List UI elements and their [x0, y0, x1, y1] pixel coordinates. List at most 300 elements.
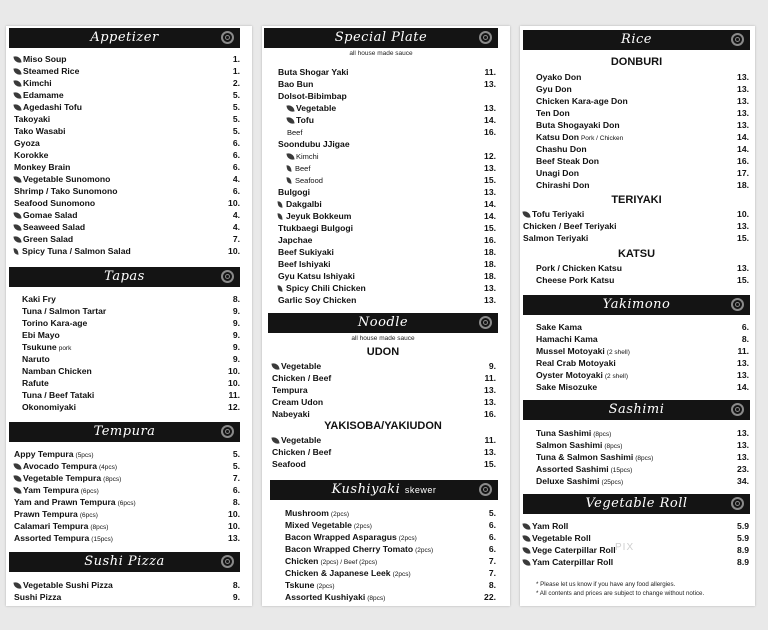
menu-item-label: Dakgalbi: [286, 199, 322, 209]
menu-item-label: Tuna / Beef Tataki: [22, 390, 95, 400]
menu-item-price: 13.: [484, 163, 496, 173]
menu-item-price: 8.: [232, 580, 240, 590]
menu-item-name: [14, 89, 64, 101]
menu-item: [14, 77, 240, 89]
menu-item: [14, 89, 240, 101]
menu-item-name: [14, 245, 131, 257]
yakimono-list: [536, 321, 749, 393]
swirl-icon: [221, 555, 234, 568]
menu-item-name: [278, 294, 356, 306]
menu-item-name: [278, 222, 353, 234]
menu-item-note: Pork / Chicken: [580, 135, 624, 142]
menu-item-name: [287, 114, 314, 126]
tapas-banner: [9, 267, 240, 287]
menu-item-name: [14, 209, 77, 221]
menu-item: [536, 427, 749, 439]
menu-item-label: Tskune: [285, 580, 315, 590]
menu-item-note: (6pcs): [79, 512, 98, 519]
noodle-subtitle: all house made sauce: [351, 335, 415, 342]
menu-item-price: 13.: [484, 283, 496, 293]
menu-item-label: Beef: [287, 128, 303, 137]
menu-item-name: [14, 101, 82, 113]
leaf-icon: [13, 79, 21, 87]
swirl-icon: [221, 425, 234, 438]
menu-item-price: 8.9: [737, 557, 749, 567]
menu-item-price: 18.: [484, 247, 496, 257]
menu-item-name: [272, 446, 331, 458]
menu-item-note: (2pcs): [392, 571, 411, 578]
menu-item: [14, 185, 240, 197]
leaf-icon: [286, 104, 294, 112]
menu-item: [278, 186, 496, 198]
menu-item-label: Ttukbaegi Bulgogi: [278, 223, 353, 233]
menu-item-name: [22, 317, 87, 329]
menu-item-price: 13.: [484, 295, 496, 305]
menu-item-name: [536, 333, 598, 345]
menu-item-name: [14, 221, 85, 233]
menu-item-name: [536, 155, 599, 167]
menu-item: [536, 381, 749, 393]
menu-item-label: Beef Steak Don: [536, 156, 600, 166]
menu-item-name: [14, 149, 48, 161]
menu-item-name: [278, 210, 351, 222]
menu-item-note: (25pcs): [601, 479, 624, 486]
menu-item: [14, 484, 240, 496]
menu-item-price: 11.: [484, 435, 496, 445]
price-change-note: * All contents and prices are subject to change without notice.: [536, 590, 705, 597]
menu-item: [14, 101, 240, 113]
menu-item: [285, 531, 496, 543]
special-plate-subtitle: all house made sauce: [349, 50, 413, 57]
menu-item-label: Tofu: [296, 115, 314, 125]
leaf-icon: [13, 223, 21, 231]
menu-item-price: 14.: [484, 115, 496, 125]
menu-item-price: 13.: [737, 358, 749, 368]
menu-item-label: Tako Wasabi: [14, 126, 66, 136]
menu-item-name: [14, 77, 52, 89]
menu-item: [272, 396, 496, 408]
menu-item-name: [278, 186, 310, 198]
menu-item-name: [536, 143, 587, 155]
menu-item: [14, 472, 240, 484]
watermark: PIX: [615, 542, 635, 553]
menu-item: [278, 282, 496, 294]
menu-item: [536, 167, 749, 179]
menu-item-price: 9.: [232, 318, 240, 328]
menu-item-label: Seafood: [295, 176, 323, 185]
menu-item-label: Nabeyaki: [272, 409, 310, 419]
menu-item: [536, 155, 749, 167]
menu-item: [536, 143, 749, 155]
menu-item: [278, 78, 496, 90]
menu-item-name: [14, 113, 50, 125]
menu-item-price: 12.: [228, 402, 240, 412]
appetizer-list: [14, 53, 240, 257]
menu-item-price: 8.: [488, 580, 496, 590]
menu-item-price: 6.: [232, 138, 240, 148]
leaf-icon: [522, 534, 530, 542]
menu-item-note: (6pcs): [117, 500, 136, 507]
menu-item-name: [22, 293, 56, 305]
menu-item-name: [523, 532, 591, 544]
menu-item-label: Korokke: [14, 150, 49, 160]
chili-icon: [277, 201, 282, 209]
tempura-title: Tempura: [93, 424, 156, 439]
menu-item: [536, 439, 749, 451]
menu-item: [14, 496, 240, 508]
menu-item: [536, 95, 749, 107]
menu-item-label: Sake Misozuke: [536, 382, 598, 392]
swirl-icon: [221, 270, 234, 283]
menu-item-label: Chicken & Japanese Leek: [285, 568, 391, 578]
menu-item: [536, 333, 749, 345]
menu-item-price: 5.: [232, 126, 240, 136]
menu-item-price: 11.: [484, 373, 496, 383]
menu-item-note: (5pcs): [75, 452, 94, 459]
leaf-icon: [286, 152, 294, 160]
menu-item-price: 8.: [232, 294, 240, 304]
teriyaki-heading: TERIYAKI: [611, 194, 662, 206]
leaf-icon: [286, 116, 294, 124]
leaf-icon: [13, 55, 21, 63]
menu-item-price: 13.: [484, 79, 496, 89]
menu-item: [536, 119, 749, 131]
menu-item-price: 10.: [228, 366, 240, 376]
menu-item-label: Vegetable: [281, 361, 322, 371]
menu-item-price: 13.: [737, 452, 749, 462]
menu-item-price: 18.: [484, 259, 496, 269]
menu-item-price: 13.: [484, 103, 496, 113]
menu-item-price: 18.: [737, 180, 749, 190]
leaf-icon: [522, 210, 530, 218]
menu-item-note: (2 shell): [606, 349, 630, 356]
menu-item-name: [278, 198, 322, 210]
menu-item: [14, 53, 240, 65]
menu-item: [523, 208, 749, 220]
menu-item-price: 10.: [228, 198, 240, 208]
menu-item-label: Tuna Sashimi: [536, 428, 592, 438]
menu-item-name: [536, 167, 579, 179]
menu-item-label: Spicy Tuna / Salmon Salad: [22, 246, 131, 256]
menu-item: [536, 179, 749, 191]
menu-item-name: [523, 556, 613, 568]
menu-item: [14, 125, 240, 137]
yakisoba-list: [272, 434, 496, 470]
menu-item: [22, 317, 240, 329]
menu-item-label: Prawn Tempura: [14, 509, 78, 519]
menu-item-label: Vegetable Sunomono: [23, 174, 111, 184]
menu-item-label: Chashu Don: [536, 144, 587, 154]
udon-heading: UDON: [366, 346, 400, 358]
menu-item-price: 11.: [737, 346, 749, 356]
sushi-pizza-banner: [9, 552, 240, 572]
menu-item-label: Japchae: [278, 235, 313, 245]
menu-item-price: 13.: [484, 385, 496, 395]
sushi-pizza-title: Sushi Pizza: [84, 554, 165, 569]
vegetable-roll-banner: [523, 494, 750, 514]
menu-item: [523, 232, 749, 244]
menu-item-note: (2pcs): [330, 511, 349, 518]
menu-item-label: Tuna & Salmon Sashimi: [536, 452, 634, 462]
menu-item-note: (2 shell): [604, 373, 628, 380]
menu-item-price: 9.: [232, 354, 240, 364]
menu-item-name: [536, 381, 597, 393]
menu-item-price: 5.: [232, 90, 240, 100]
menu-item-label: Bulgogi: [278, 187, 310, 197]
menu-item-name: [14, 532, 113, 546]
menu-item-price: 9.: [232, 592, 240, 602]
sashimi-banner: [523, 400, 750, 420]
menu-item-price: 13.: [737, 120, 749, 130]
kushiyaki-subtitle: skewer: [404, 485, 437, 495]
menu-item-name: [14, 233, 73, 245]
menu-item-note: (8pcs): [90, 524, 109, 531]
menu-item-price: 16.: [484, 127, 496, 137]
special-plate-title: Special Plate: [334, 30, 428, 45]
menu-item-price: 15.: [737, 275, 749, 285]
menu-item: [14, 197, 240, 209]
menu-item-label: Oyako Don: [536, 72, 582, 82]
menu-item-label: Yam Caterpillar Roll: [532, 557, 614, 567]
menu-item-label: Mussel Motoyaki: [536, 346, 605, 356]
menu-item-label: Dolsot-Bibimbap: [278, 91, 347, 101]
menu-item-price: 9.: [232, 342, 240, 352]
menu-item-note: (8pcs): [367, 595, 386, 602]
swirl-icon: [221, 31, 234, 44]
menu-item-label: Takoyaki: [14, 114, 51, 124]
menu-item: [22, 389, 240, 401]
swirl-icon: [731, 33, 744, 46]
menu-item-price: 22.: [484, 592, 496, 602]
menu-item-label: Salmon Teriyaki: [523, 233, 589, 243]
menu-item-label: Vegetable Roll: [532, 533, 591, 543]
menu-item: [14, 173, 240, 185]
menu-item-price: 14.: [737, 382, 749, 392]
menu-item-price: 6.: [488, 544, 496, 554]
chili-icon: [13, 248, 18, 256]
chili-icon: [286, 177, 291, 185]
noodle-title: Noodle: [357, 315, 409, 330]
menu-item-name: [523, 208, 584, 220]
leaf-icon: [13, 581, 21, 589]
kushiyaki-list: [285, 507, 496, 603]
menu-item-name: [536, 274, 614, 286]
menu-item-name: [22, 365, 92, 377]
menu-item-price: 13.: [737, 221, 749, 231]
menu-item-label: Avocado Tempura: [23, 461, 98, 471]
menu-item: [272, 446, 496, 458]
menu-item: [285, 579, 496, 591]
menu-item-note: (8pcs): [604, 443, 623, 450]
menu-item-name: [287, 102, 336, 114]
menu-item-price: 16.: [737, 156, 749, 166]
menu-item-price: 16.: [484, 409, 496, 419]
chili-icon: [277, 213, 282, 221]
leaf-icon: [522, 558, 530, 566]
menu-item-name: [536, 179, 589, 191]
menu-item: [14, 161, 240, 173]
menu-item-price: 4.: [232, 210, 240, 220]
menu-item-price: 9.: [488, 361, 496, 371]
menu-item-label: Kimchi: [23, 78, 52, 88]
rice-title: Rice: [621, 32, 652, 47]
special-plate-list: [278, 66, 496, 306]
menu-item: [536, 274, 749, 286]
menu-item-price: 7.: [232, 234, 240, 244]
menu-item: [523, 520, 749, 532]
menu-item-label: Yam Tempura: [23, 485, 79, 495]
menu-item-name: [536, 107, 570, 119]
menu-item-name: [536, 357, 616, 369]
menu-item: [536, 262, 749, 274]
menu-item-label: Assorted Kushiyaki: [285, 592, 366, 602]
menu-item-price: 13.: [737, 108, 749, 118]
menu-item-label: Gomae Salad: [23, 210, 78, 220]
menu-item-label: Green Salad: [23, 234, 74, 244]
menu-item-name: [14, 185, 117, 197]
menu-item-name: [278, 234, 312, 246]
menu-item-note: (8pcs): [103, 476, 122, 483]
menu-item-price: 6.: [488, 532, 496, 542]
menu-item-price: 13.: [484, 187, 496, 197]
menu-item-name: [272, 434, 321, 446]
menu-item-label: Bao Bun: [278, 79, 314, 89]
menu-item: [278, 234, 496, 246]
menu-item-name: [536, 262, 622, 274]
menu-item-label: Chicken: [285, 556, 319, 566]
menu-item-name: [285, 591, 385, 605]
menu-item-price: 5.9: [737, 533, 749, 543]
allergy-note: * Please let us know if you have any food allergies.: [536, 581, 676, 588]
menu-item-label: Buta Shogayaki Don: [536, 120, 620, 130]
menu-item-name: [536, 83, 572, 95]
menu-item-name: [22, 305, 106, 317]
menu-item-label: Tempura: [272, 385, 308, 395]
yakimono-title: Yakimono: [602, 297, 671, 312]
menu-item-name: [14, 53, 66, 65]
menu-item-name: [14, 65, 79, 77]
leaf-icon: [13, 462, 21, 470]
menu-item: [22, 365, 240, 377]
menu-item-name: [278, 258, 331, 270]
menu-item-price: 10.: [228, 246, 240, 256]
menu-item-name: [523, 520, 568, 532]
menu-item-name: [14, 197, 95, 209]
menu-item: [536, 345, 749, 357]
menu-item: [523, 532, 749, 544]
menu-item-label: Spicy Chili Chicken: [286, 283, 366, 293]
noodle-banner: [268, 313, 498, 333]
menu-item-label: Beef: [295, 164, 311, 173]
menu-item-price: 10.: [228, 521, 240, 531]
menu-item: [22, 341, 240, 353]
menu-item-label: Tsukune: [22, 342, 57, 352]
menu-item-label: Mushroom: [285, 508, 329, 518]
menu-item-label: Calamari Tempura: [14, 521, 89, 531]
menu-item-name: [14, 591, 61, 603]
menu-item-price: 6.: [232, 162, 240, 172]
menu-item-label: Mixed Vegetable: [285, 520, 352, 530]
leaf-icon: [271, 436, 279, 444]
menu-item-price: 4.: [232, 222, 240, 232]
kushiyaki-banner: [270, 480, 498, 500]
menu-item-name: [14, 125, 66, 137]
menu-item-name: [14, 173, 110, 185]
menu-item: [14, 221, 240, 233]
menu-item: [22, 377, 240, 389]
menu-item: [278, 102, 496, 114]
menu-item-label: Chicken / Beef Teriyaki: [523, 221, 617, 231]
menu-item: [14, 532, 240, 544]
menu-item: [272, 434, 496, 446]
vegetable-roll-title: Vegetable Roll: [585, 496, 688, 511]
menu-item-label: Beef Sukiyaki: [278, 247, 334, 257]
appetizer-title: Appetizer: [90, 30, 159, 45]
sashimi-list: [536, 427, 749, 487]
menu-item-price: 17.: [737, 168, 749, 178]
menu-item-price: 9.: [232, 330, 240, 340]
katsu-heading: KATSU: [617, 248, 656, 260]
menu-item-label: Seaweed Salad: [23, 222, 86, 232]
menu-item-label: Beef Ishiyaki: [278, 259, 331, 269]
menu-item-name: [14, 137, 40, 149]
menu-item: [523, 220, 749, 232]
menu-item-price: 5.: [232, 461, 240, 471]
menu-item-price: 7.: [232, 473, 240, 483]
menu-item-label: Tofu Teriyaki: [532, 209, 585, 219]
menu-item: [285, 519, 496, 531]
menu-item: [285, 543, 496, 555]
menu-item-label: Cheese Pork Katsu: [536, 275, 615, 285]
chili-icon: [277, 285, 282, 293]
menu-item-name: [523, 544, 616, 556]
menu-item: [536, 357, 749, 369]
leaf-icon: [13, 235, 21, 243]
menu-item-label: Seafood Sunomono: [14, 198, 96, 208]
menu-item: [536, 321, 749, 333]
menu-item-label: Vegetable: [296, 103, 337, 113]
tapas-title: Tapas: [104, 269, 145, 284]
leaf-icon: [522, 522, 530, 530]
menu-item-label: Gyu Katsu Ishiyaki: [278, 271, 355, 281]
menu-item-name: [523, 220, 616, 232]
menu-item-price: 14.: [737, 144, 749, 154]
menu-item-label: Jeyuk Bokkeum: [286, 211, 352, 221]
menu-item: [523, 544, 749, 556]
menu-item-price: 13.: [737, 428, 749, 438]
menu-item-name: [14, 579, 113, 591]
leaf-icon: [522, 546, 530, 554]
sushi-pizza-list: [14, 579, 240, 603]
kushiyaki-title: Kushiyaki: [331, 482, 401, 497]
menu-item-price: 1.: [232, 54, 240, 64]
menu-item-label: Shrimp / Tako Sunomono: [14, 186, 118, 196]
menu-item-price: 10.: [228, 378, 240, 388]
menu-item-label: Ten Don: [536, 108, 570, 118]
menu-item-label: Cream Udon: [272, 397, 324, 407]
menu-item: [278, 66, 496, 78]
menu-item-label: Katsu Don: [536, 132, 579, 142]
menu-item-price: 15.: [484, 175, 496, 185]
menu-item: [14, 591, 240, 603]
menu-item-label: Real Crab Motoyaki: [536, 358, 616, 368]
menu-item: [278, 294, 496, 306]
menu-item-label: Assorted Tempura: [14, 533, 90, 543]
sashimi-title: Sashimi: [608, 402, 665, 417]
menu-item-price: 7.: [488, 556, 496, 566]
menu-item-label: Assorted Sashimi: [536, 464, 609, 474]
menu-item: [272, 458, 496, 470]
